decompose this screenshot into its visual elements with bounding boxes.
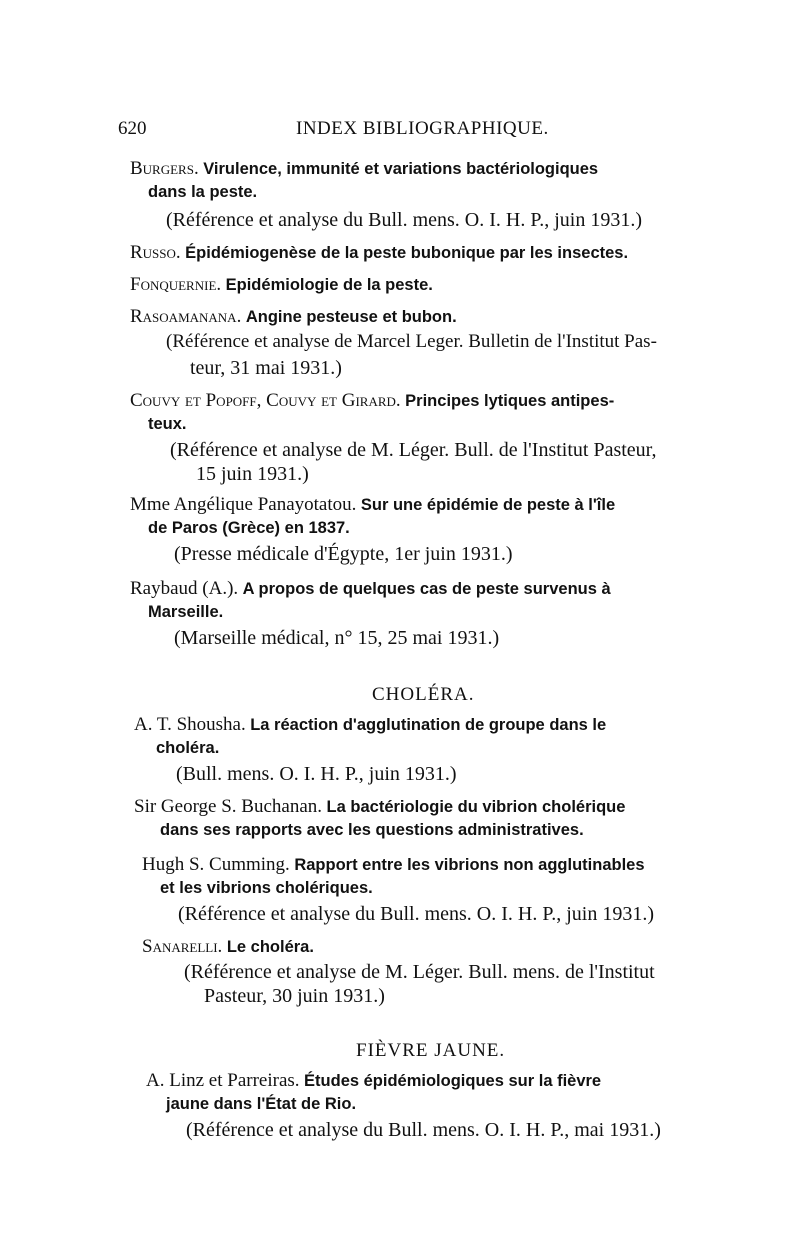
entry-cumming-line1	[142, 852, 645, 877]
title-continued: jaune dans l'État de Rio.	[166, 1095, 357, 1113]
author: A. Linz et Parreiras.	[146, 1070, 300, 1091]
entry-fonquernie-line1	[130, 272, 433, 297]
title: Principes lytiques antipes-	[405, 392, 615, 410]
page-header	[118, 118, 718, 146]
author: Mme Angélique Panayotatou.	[130, 494, 357, 515]
title-continued: et les vibrions cholériques.	[160, 879, 373, 897]
author: Russo.	[130, 242, 181, 263]
title-continued: Marseille.	[148, 603, 224, 621]
reference: (Référence et analyse du Bull. mens. O. I. H. P., mai 1931.)	[186, 1119, 661, 1141]
title: A propos de quelques cas de peste survenus à	[242, 580, 611, 598]
author: Burgers.	[130, 158, 199, 179]
reference-continued: Pasteur, 30 juin 1931.)	[204, 985, 385, 1007]
title: Virulence, immunité et variations bactériologiques	[203, 160, 599, 178]
author: Sir George S. Buchanan.	[134, 796, 323, 817]
reference: (Presse médicale d'Égypte, 1er juin 1931.)	[174, 543, 513, 565]
reference: (Référence et analyse du Bull. mens. O. I. H. P., juin 1931.)	[166, 209, 643, 231]
author: Sanarelli.	[142, 936, 223, 957]
entry-linz-line1	[146, 1068, 601, 1093]
entry-panayotatou-line1	[130, 492, 615, 517]
entry-rasoamanana-line1	[130, 304, 457, 329]
entry-couvy-line1	[130, 388, 614, 413]
entry-burgers-line1	[130, 156, 598, 181]
reference-continued: 15 juin 1931.)	[196, 463, 309, 485]
author: Couvy et Popoff, Couvy et Girard.	[130, 390, 401, 411]
author: Fonquernie.	[130, 274, 222, 295]
title: Épidémiogenèse de la peste bubonique par les insectes.	[185, 244, 629, 262]
reference: (Référence et analyse de Marcel Leger. Bulletin de l'Institut Pas-	[166, 331, 657, 352]
entry-shousha-line1	[134, 712, 606, 737]
title: Angine pesteuse et bubon.	[245, 308, 457, 326]
title: Le choléra.	[226, 938, 314, 956]
reference-continued: teur, 31 mai 1931.)	[190, 357, 342, 379]
title-continued: teux.	[148, 415, 187, 433]
title-continued: dans ses rapports avec les questions administratives.	[160, 821, 584, 839]
entry-raybaud-line1	[130, 576, 611, 601]
entry-sanarelli-line1	[142, 934, 314, 959]
running-title: INDEX BIBLIOGRAPHIQUE.	[296, 118, 549, 139]
title-continued: de Paros (Grèce) en 1837.	[148, 519, 350, 537]
reference: (Référence et analyse de M. Léger. Bull. mens. de l'Institut	[184, 961, 655, 983]
title: Sur une épidémie de peste à l'île	[360, 496, 616, 514]
section-heading-cholera: CHOLÉRA.	[372, 684, 475, 705]
title: Epidémiologie de la peste.	[225, 276, 433, 294]
title: Rapport entre les vibrions non agglutinables	[294, 856, 645, 874]
reference: (Référence et analyse de M. Léger. Bull. de l'Institut Pasteur,	[170, 439, 657, 461]
entry-buchanan-line1	[134, 794, 625, 819]
page-number: 620	[118, 118, 147, 139]
title: Études épidémiologiques sur la fièvre	[304, 1072, 602, 1090]
title: La bactériologie du vibrion cholérique	[326, 798, 626, 816]
title-continued: dans la peste.	[148, 183, 258, 201]
author: Rasoamanana.	[130, 306, 242, 327]
reference: (Marseille médical, n° 15, 25 mai 1931.)	[174, 627, 500, 649]
title: La réaction d'agglutination de groupe dans le	[250, 716, 607, 734]
entry-russo-line1	[130, 240, 628, 265]
author: Raybaud (A.).	[130, 578, 239, 599]
author: A. T. Shousha.	[134, 714, 246, 735]
reference: (Bull. mens. O. I. H. P., juin 1931.)	[176, 763, 457, 785]
author: Hugh S. Cumming.	[142, 854, 290, 875]
reference: (Référence et analyse du Bull. mens. O. I. H. P., juin 1931.)	[178, 903, 655, 925]
title-continued: choléra.	[156, 739, 220, 757]
section-heading-fievre-jaune: FIÈVRE JAUNE.	[356, 1040, 506, 1061]
